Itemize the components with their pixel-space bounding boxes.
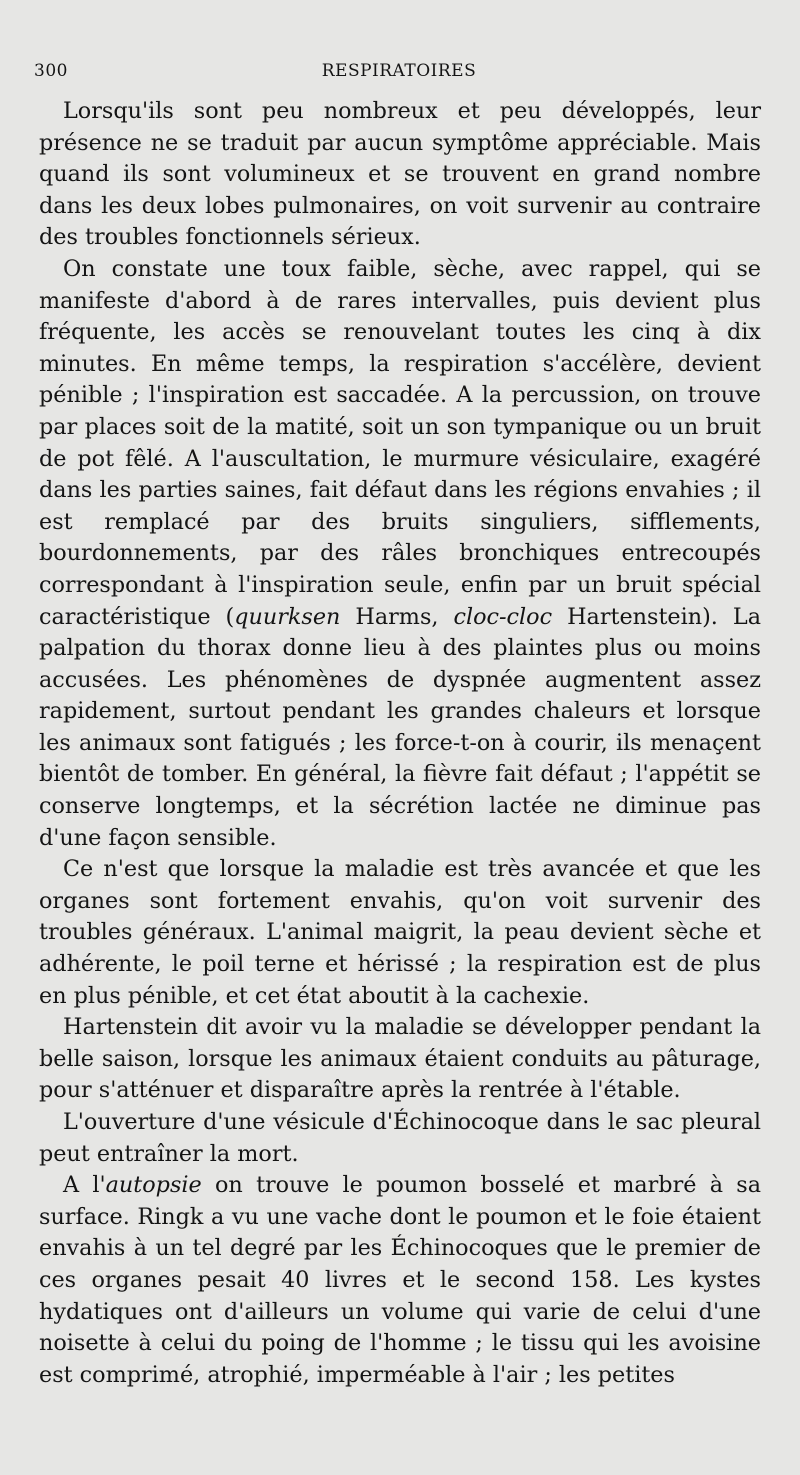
paragraph-6 (39, 1170, 761, 1391)
paragraph-4 (39, 1012, 761, 1107)
paragraph-2 (39, 254, 761, 854)
paragraph-3 (39, 854, 761, 1012)
text-run: on trouve le poumon bosselé et marbré à sa surface. Ringk a vu une vache dont le poumon et le foie étaient envahis à un tel degré par les Échinocoques que le premier de ces organes pesait 40 livres et le second 158. Les kystes hydatiques ont d'ailleurs un volume qui varie de celui d'une noisette à celui du poing de l'homme ; le tissu qui les avoisine est comprimé, atrophié, imperméable à l'air ; les petites (39, 1172, 761, 1388)
paragraph-5 (39, 1107, 761, 1170)
page-number: 300 (34, 61, 68, 81)
paragraph-1 (39, 96, 761, 254)
text-run: Ce n'est que lorsque la maladie est très avancée et que les organes sont fortement envahis, qu'on voit survenir des troubles généraux. L'animal maigrit, la peau devient sèche et adhérente, le poil terne et hérissé ; la respiration est de plus en plus pénible, et cet état aboutit à la cachexie. (39, 856, 761, 1009)
text-run: Hartenstein). La palpation du thorax donne lieu à des plaintes plus ou moins accusées. Les phénomènes de dyspnée augmentent assez rapidement, surtout pendant les grandes chaleurs et lorsque les animaux sont fatigués ; les force-t-on à courir, ils menaçent bientôt de tomber. En général, la fièvre fait défaut ; l'appétit se conserve longtemps, et la sécrétion lactée ne diminue pas d'une façon sensible. (39, 603, 761, 851)
body-text (39, 96, 761, 1391)
italic-term: autopsie (105, 1172, 202, 1199)
text-run: Harms, (340, 603, 454, 630)
running-title: RESPIRATOIRES (321, 61, 477, 81)
page-header (34, 61, 764, 87)
italic-term: quurksen (234, 603, 341, 630)
text-run: L'ouverture d'une vésicule d'Échinocoque dans le sac pleural peut entraîner la mort. (39, 1109, 761, 1167)
text-run: Hartenstein dit avoir vu la maladie se développer pendant la belle saison, lorsque les animaux étaient conduits au pâturage, pour s'atténuer et disparaître après la rentrée à l'étable. (39, 1014, 761, 1104)
text-run: A l' (63, 1172, 106, 1199)
text-run: Lorsqu'ils sont peu nombreux et peu développés, leur présence ne se traduit par aucun symptôme appréciable. Mais quand ils sont volumineux et se trouvent en grand nombre dans les deux lobes pulmonaires, on voit survenir au contraire des troubles fonctionnels sérieux. (39, 98, 761, 251)
text-run: On constate une toux faible, sèche, avec rappel, qui se manifeste d'abord à de rares intervalles, puis devient plus fréquente, les accès se renouvelant toutes les cinq à dix minutes. En même temps, la respiration s'accélère, devient pénible ; l'inspiration est saccadée. A la percussion, on trouve par places soit de la matité, soit un son tympanique ou un bruit de pot fêlé. A l'auscultation, le murmure vésiculaire, exagéré dans les parties saines, fait défaut dans les régions envahies ; il est remplacé par des bruits singuliers, sifflements, bourdonnements, par des râles bronchiques entrecoupés correspondant à l'inspiration seule, enfin par un bruit spécial caractéristique ( (39, 255, 761, 630)
italic-term: cloc-cloc (453, 603, 553, 630)
